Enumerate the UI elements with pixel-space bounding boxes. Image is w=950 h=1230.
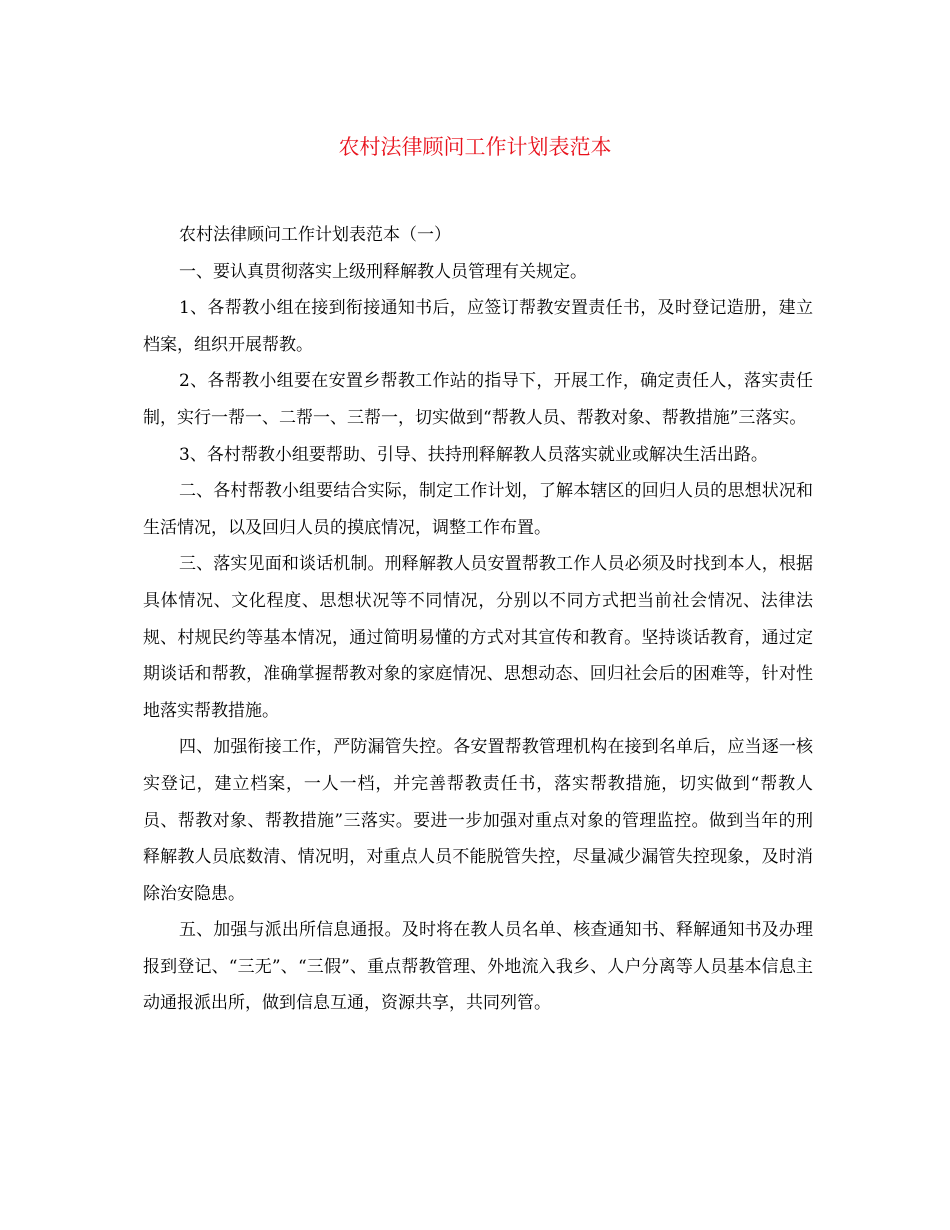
section-heading: 农村法律顾问工作计划表范本（一）: [179, 225, 451, 245]
paragraph-item-3: 三、落实见面和谈话机制。刑释解教人员安置帮教工作人员必须及时找到本人，根据具体情况、文化程度、思想状况等不同情况，分别以不同方式把当前社会情况、法律法规、村规民约等基本情况，通过简明易懂的方式对其宣传和教育。坚持谈话教育，通过定期谈话和帮教，准确掌握帮教对象的家庭情况、思想动态、回归社会后的困难等，针对性地落实帮教措施。: [143, 554, 813, 721]
paragraph-subitem-1: 1、各帮教小组在接到衔接通知书后，应签订帮教安置责任书，及时登记造册，建立档案，组织开展帮教。: [143, 298, 813, 355]
paragraph-item-4: 四、加强衔接工作，严防漏管失控。各安置帮教管理机构在接到名单后，应当逐一核实登记，建立档案，一人一档，并完善帮教责任书，落实帮教措施，切实做到“帮教人员、帮教对象、帮教措施”三落实。要进一步加强对重点对象的管理监控。做到当年的刑释解教人员底数清、情况明，对重点人员不能脱管失控，尽量减少漏管失控现象，及时消除治安隐患。: [143, 737, 813, 904]
paragraph-subitem-3: 3、各村帮教小组要帮助、引导、扶持刑释解教人员落实就业或解决生活出路。: [179, 444, 768, 465]
document-body: [143, 217, 813, 1022]
paragraph-item-5: 五、加强与派出所信息通报。及时将在教人员名单、核查通知书、释解通知书及办理报到登记、“三无”、“三假”、重点帮教管理、外地流入我乡、人户分离等人员基本信息主动通报派出所，做到信息互通，资源共享，共同列管。: [143, 920, 813, 1014]
document-title: 农村法律顾问工作计划表范本: [338, 135, 612, 159]
paragraph-item-2: 二、各村帮教小组要结合实际，制定工作计划，了解本辖区的回归人员的思想状况和生活情况，以及回归人员的摸底情况，调整工作布置。: [143, 481, 813, 538]
paragraph-item-1: 一、要认真贯彻落实上级刑释解教人员管理有关规定。: [179, 261, 587, 282]
paragraph-subitem-2: 2、各帮教小组要在安置乡帮教工作站的指导下，开展工作，确定责任人，落实责任制，实行一帮一、二帮一、三帮一，切实做到“帮教人员、帮教对象、帮教措施”三落实。: [143, 371, 813, 428]
